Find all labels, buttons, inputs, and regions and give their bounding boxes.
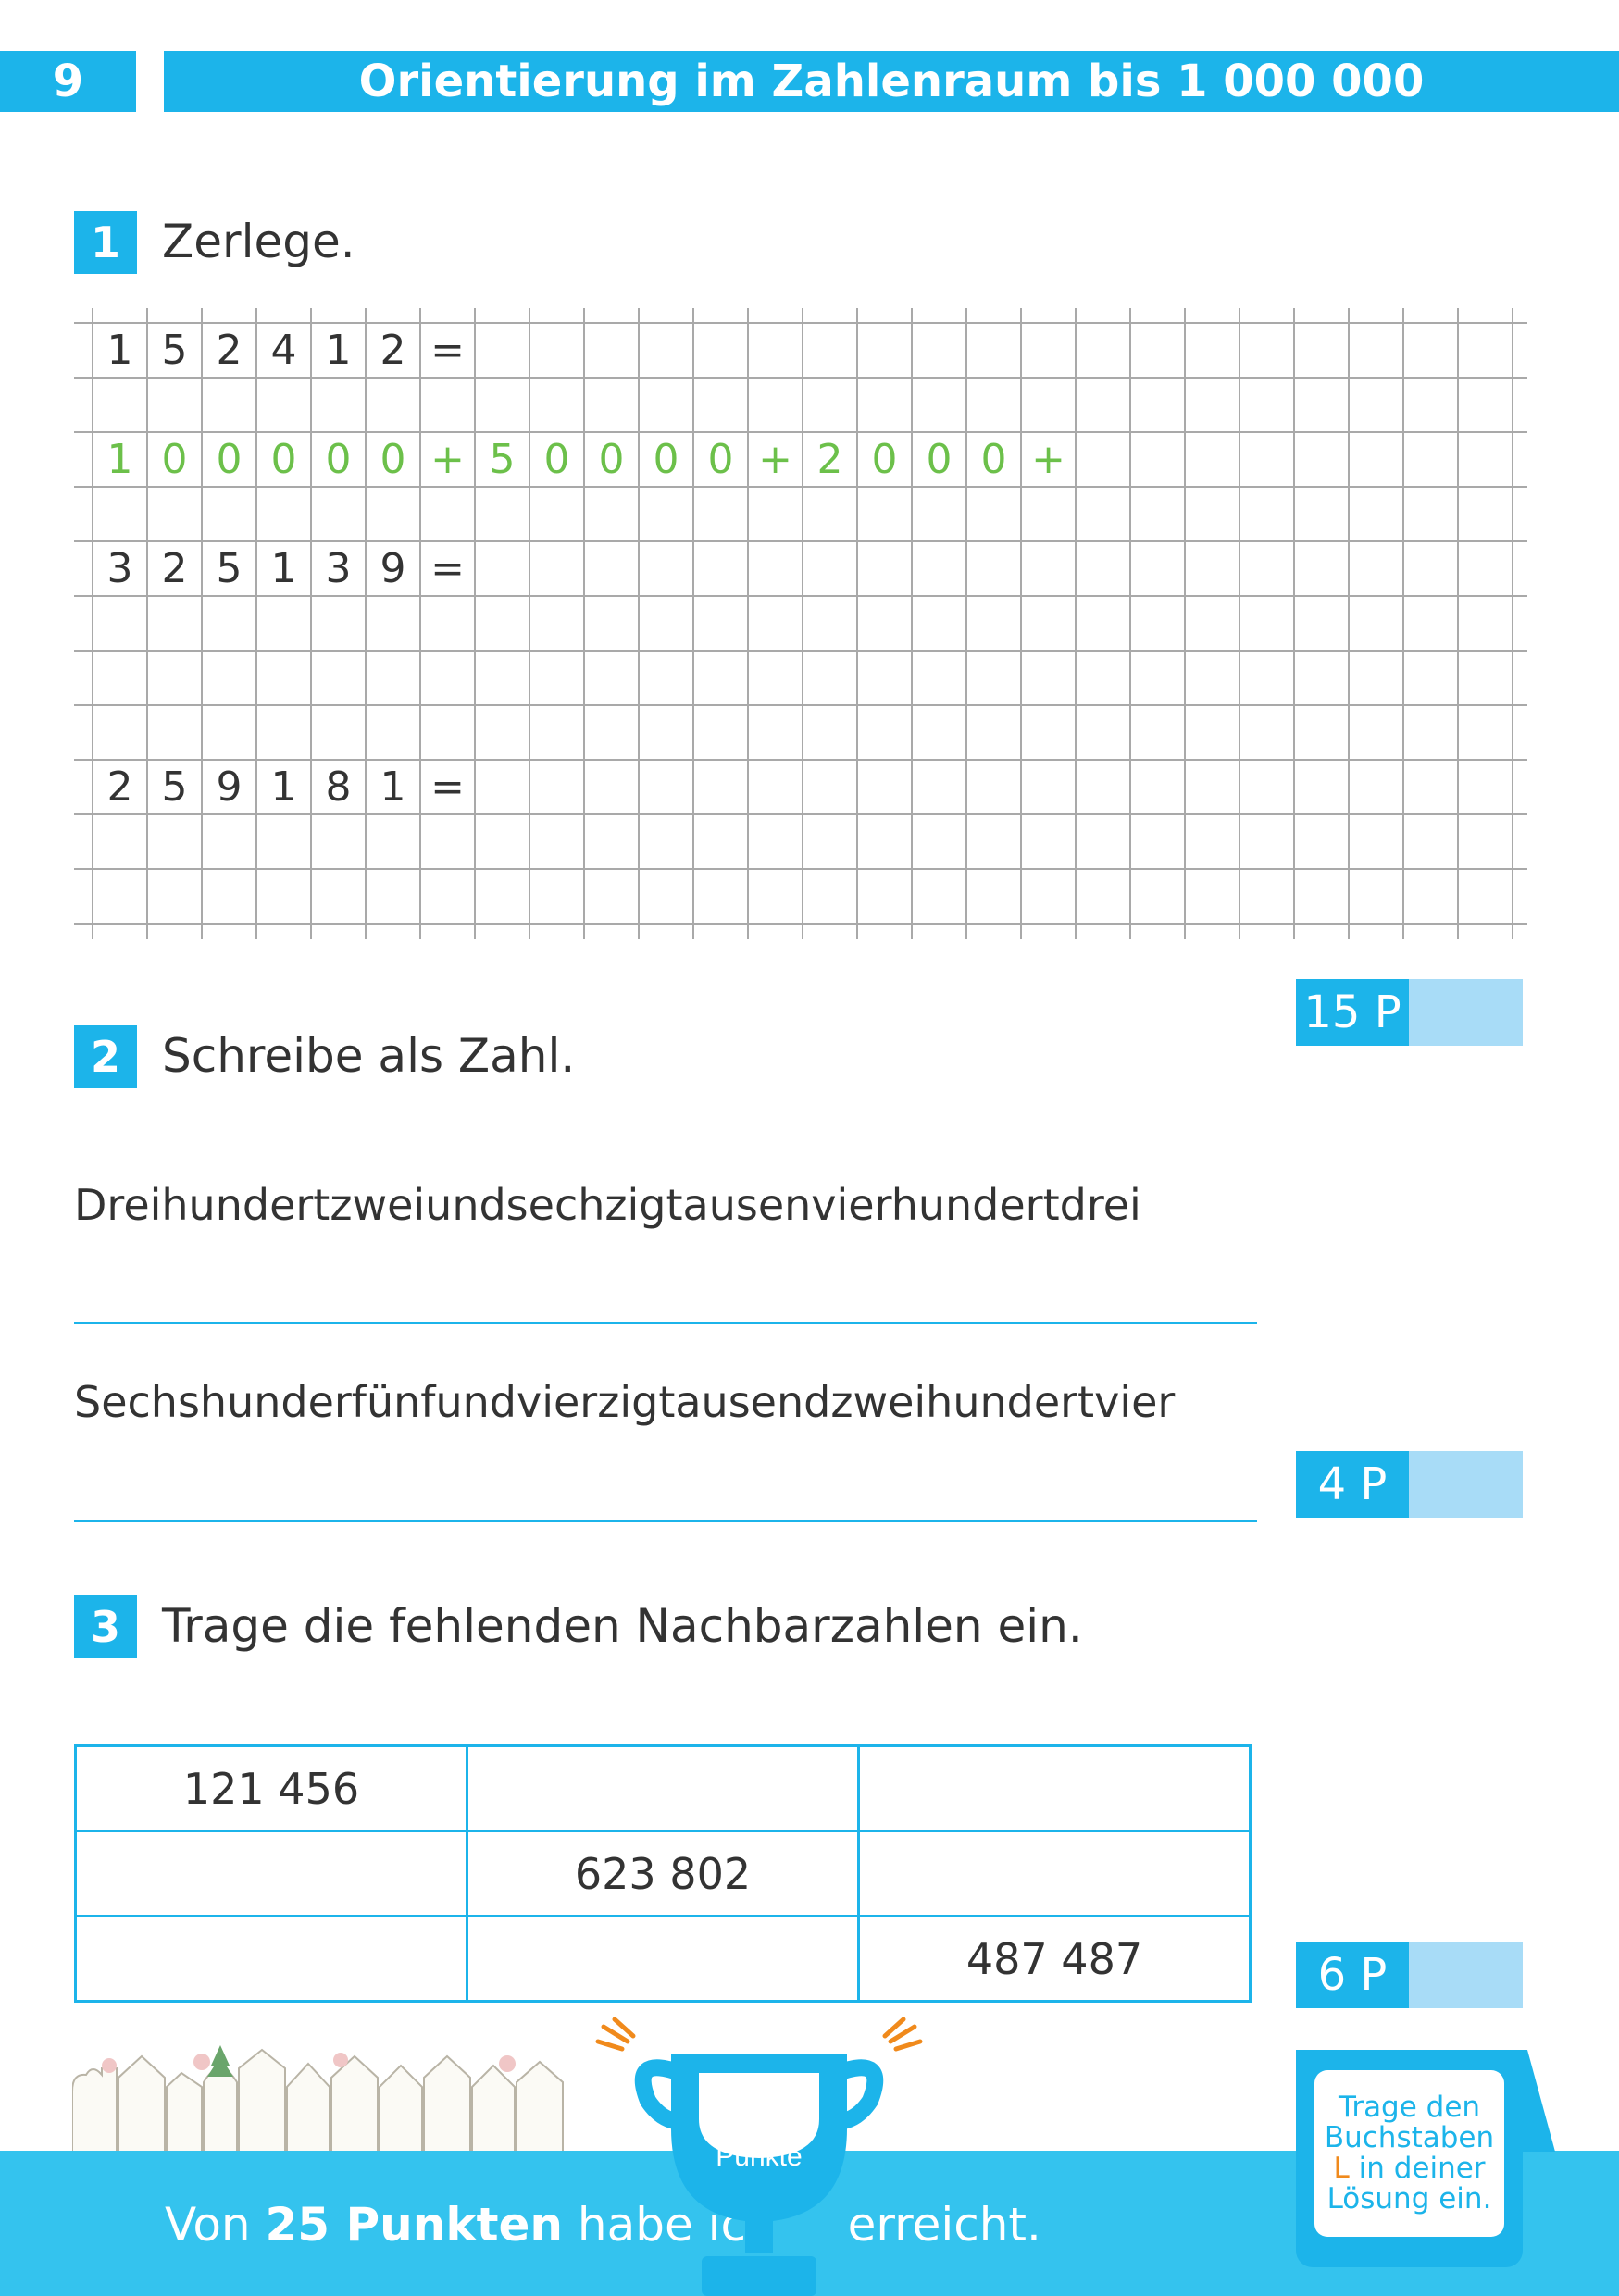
grid-digit: 0 [161,436,188,483]
number-word-2: Sechshunderfünfundvierzigtausendzweihundertvier [74,1377,1176,1427]
table-row [76,1917,1251,2002]
grid-digit: 1 [270,763,297,811]
table-cell[interactable]: 121 456 [76,1746,467,1831]
grid-digit: 2 [380,327,406,374]
footer-score-text: Von 25 Punkten habe ich erreicht. [165,2198,1041,2252]
grid-digit: + [1031,436,1065,483]
answer-line-1[interactable] [74,1322,1257,1324]
table-cell[interactable] [467,1746,859,1831]
grid-digit: 8 [325,763,352,811]
trophy-icon [592,2017,926,2296]
grid-digit: 0 [325,436,352,483]
grid-digit: 4 [270,327,297,374]
table-cell[interactable] [467,1917,859,2002]
trophy-label: Punkte [716,2141,803,2172]
points-label: 6 P [1296,1942,1409,2008]
grid-digit: 2 [161,545,188,592]
grid-digit: 2 [106,763,133,811]
table-cell[interactable] [76,1917,467,2002]
hint-text: Trage den Buchstaben L in deiner Lösung ein. [1314,2070,1504,2237]
points-entry-field[interactable] [1409,979,1523,1046]
table-cell[interactable] [859,1746,1251,1831]
grid-digit: 1 [325,327,352,374]
grid-digit: = [430,763,465,811]
grid-digit: + [758,436,792,483]
task-3-instruction: Trage die fehlenden Nachbarzahlen ein. [162,1599,1083,1653]
grid-digit: 1 [106,327,133,374]
table-row [76,1831,1251,1917]
points-box-task-1 [1296,979,1523,1046]
grid-digit: 5 [216,545,243,592]
grid-digit: 3 [325,545,352,592]
grid-digit: 0 [543,436,570,483]
grid-digit: 1 [380,763,406,811]
task-1-badge: 1 [74,211,137,274]
grid-digit: 9 [380,545,406,592]
grid-digit: 5 [161,327,188,374]
points-box-task-2 [1296,1451,1523,1518]
table-cell[interactable] [859,1831,1251,1917]
grid-digit: + [430,436,465,483]
table-cell[interactable] [76,1831,467,1917]
grid-digit: = [430,545,465,592]
task-2-badge: 2 [74,1025,137,1088]
points-entry-field[interactable] [1409,1942,1523,2008]
grid-digit: 1 [270,545,297,592]
task-2-instruction: Schreibe als Zahl. [162,1029,576,1083]
grid-digit: 0 [871,436,898,483]
table-row [76,1746,1251,1831]
task-1-instruction: Zerlege. [162,215,355,268]
points-label: 4 P [1296,1451,1409,1518]
number-word-1: Dreihundertzweiundsechzigtausenvierhundertdrei [74,1180,1141,1230]
grid-digit: 1 [106,436,133,483]
page-title: Orientierung im Zahlenraum bis 1 000 000 [164,51,1619,112]
grid-digit: 2 [816,436,843,483]
grid-digit: 0 [270,436,297,483]
neighbor-numbers-table [74,1744,1252,2003]
points-label: 15 P [1296,979,1409,1046]
page-number: 9 [0,51,136,112]
grid-digit: 5 [489,436,516,483]
grid-numbers [74,308,1527,939]
task-3-badge: 3 [74,1595,137,1658]
grid-digit: 3 [106,545,133,592]
grid-digit: 0 [980,436,1007,483]
answer-line-2[interactable] [74,1520,1257,1522]
grid-digit: 0 [216,436,243,483]
grid-digit: 5 [161,763,188,811]
grid-digit: = [430,327,465,374]
grid-digit: 0 [653,436,679,483]
hint-box [1296,2050,1523,2267]
grid-digit: 2 [216,327,243,374]
points-box-task-3 [1296,1942,1523,2008]
table-cell[interactable]: 623 802 [467,1831,859,1917]
grid-digit: 0 [707,436,734,483]
grid-digit: 0 [380,436,406,483]
points-entry-field[interactable] [1409,1451,1523,1518]
hint-box-tab [1518,2050,1555,2152]
houses-illustration [72,2036,572,2156]
table-cell[interactable]: 487 487 [859,1917,1251,2002]
grid-digit: 0 [926,436,953,483]
grid-digit: 9 [216,763,243,811]
grid-digit: 0 [598,436,625,483]
